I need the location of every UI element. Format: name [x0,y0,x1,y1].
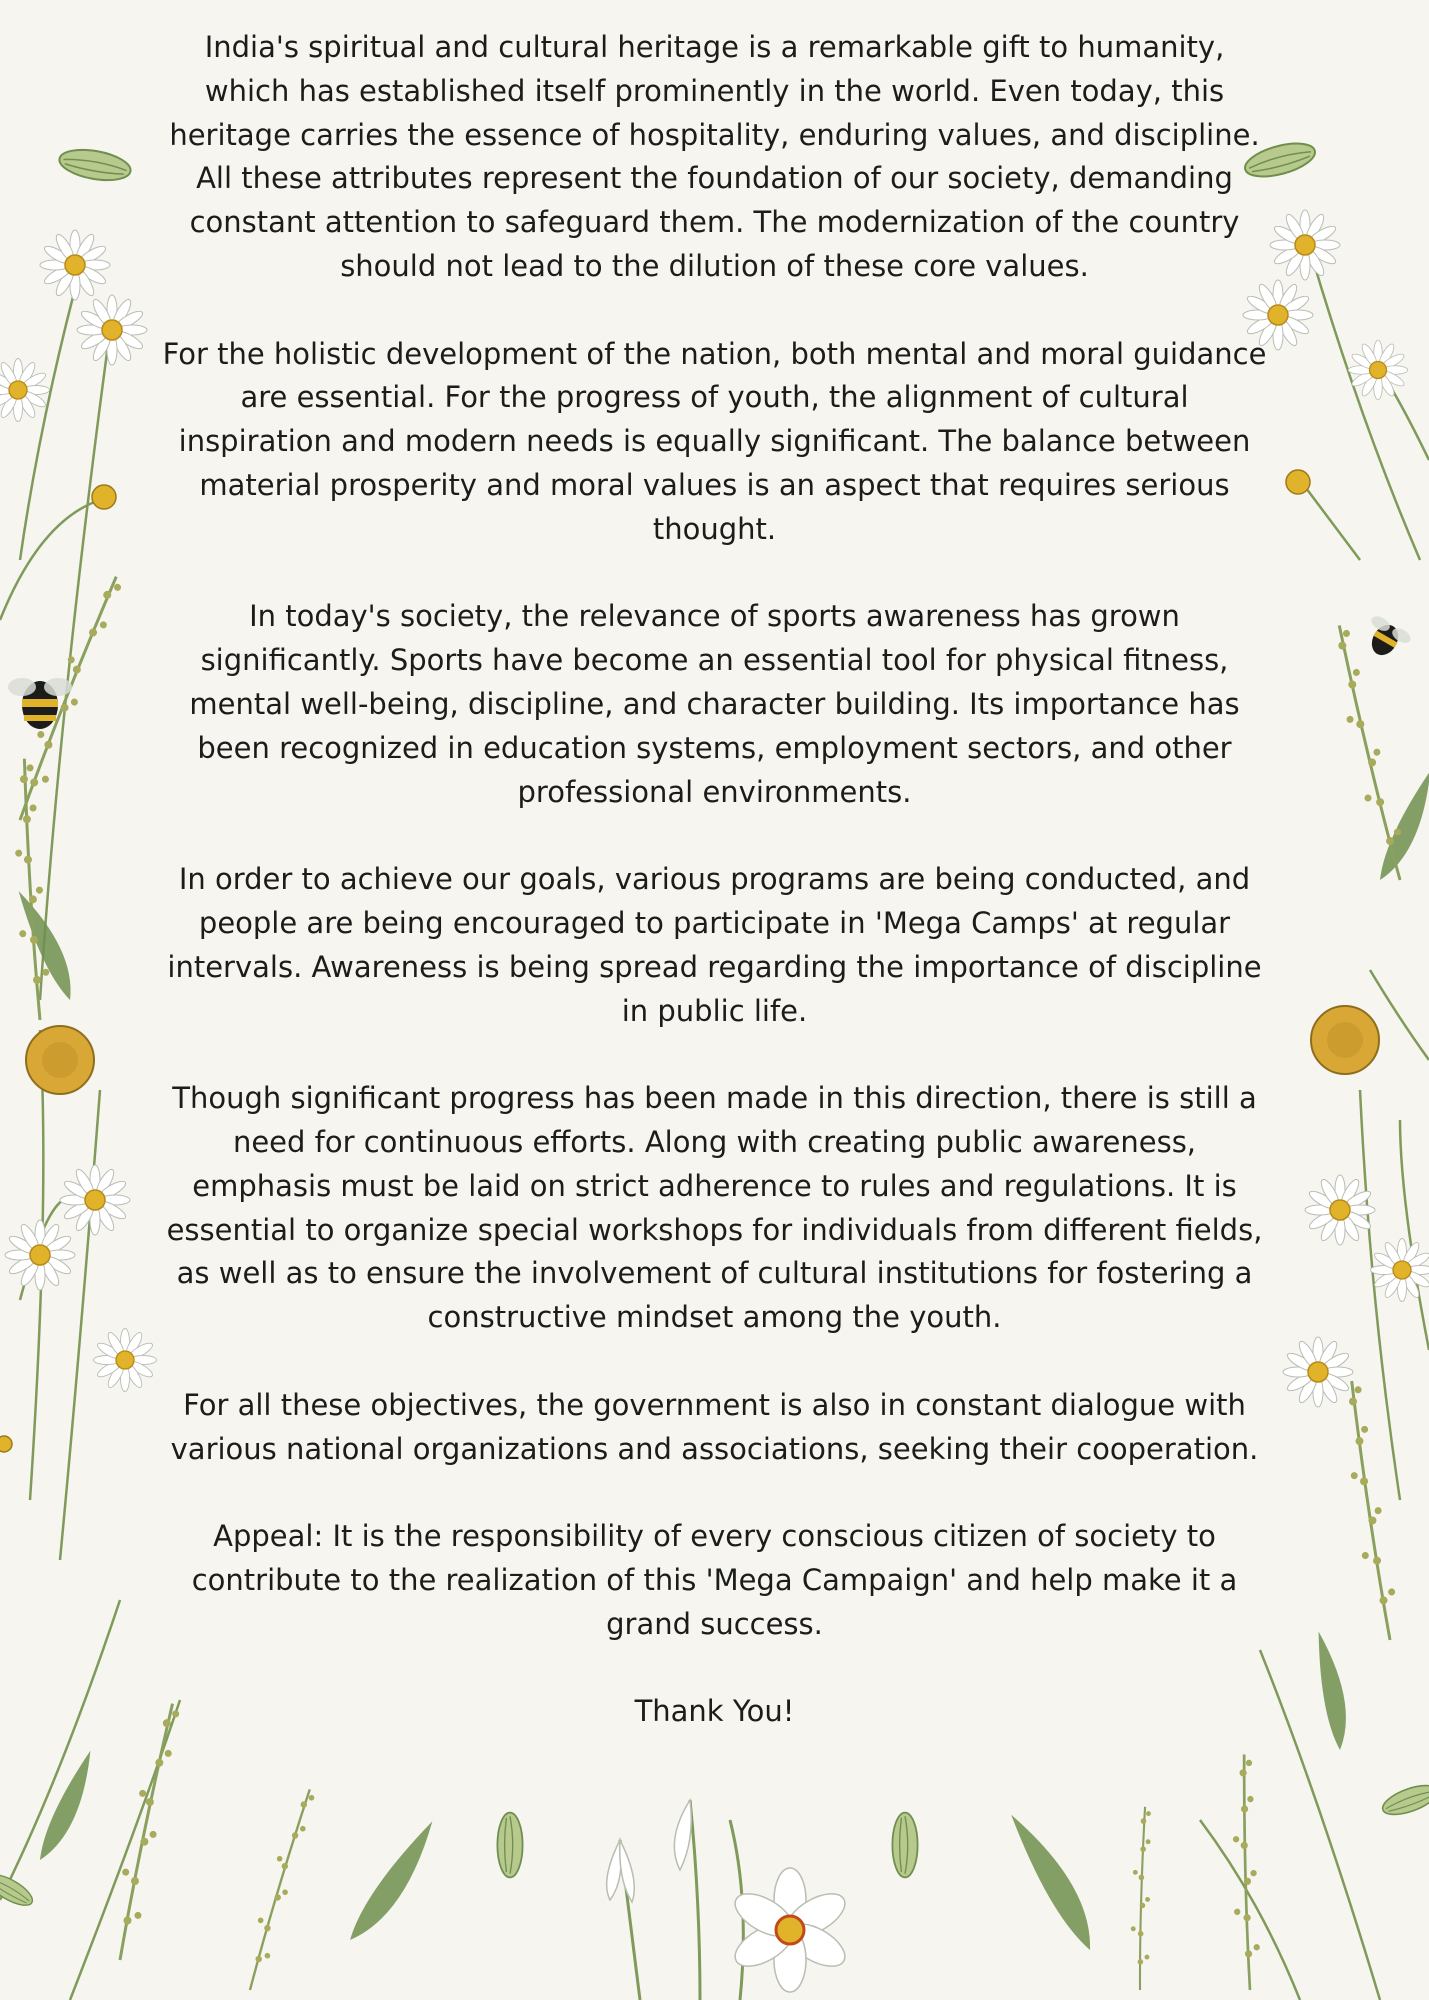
letter-body [160,26,1269,1734]
signoff: Thank You! [634,1694,795,1729]
paragraph-development: For the holistic development of the nation, both mental and moral guidance are essential. For the progress of youth, the alignment of cultural inspiration and modern needs is equally significant. The balance between material prosperity and moral values is an aspect that requires serious thought. [162,336,1267,546]
paragraph-programs: In order to achieve our goals, various programs are being conducted, and people are being encouraged to participate in 'Mega Camps' at regular intervals. Awareness is being spread regarding the importance of discipline in public life. [167,862,1262,1028]
paragraph-progress: Though significant progress has been made in this direction, there is still a need for continuous efforts. Along with creating public awareness, emphasis must be laid on strict adherence to rules and regulations. It is essential to organize special workshops for individuals from different fields, as well as to ensure the involvement of cultural institutions for fostering a constructive mindset among the youth. [166,1081,1263,1335]
paragraph-appeal: Appeal: It is the responsibility of every conscious citizen of society to contribute to the realization of this 'Mega Campaign' and help make it a grand success. [191,1519,1238,1641]
paragraph-sports: In today's society, the relevance of sports awareness has grown significantly. Sports have become an essential tool for physical fitness, mental well-being, discipline, and character building. Its importance has been recognized in education systems, employment sectors, and other professional environments. [189,599,1240,809]
paragraph-heritage: India's spiritual and cultural heritage is a remarkable gift to humanity, which has established itself prominently in the world. Even today, this heritage carries the essence of hospitality, enduring values, and discipline. All these attributes represent the foundation of our society, demanding constant attention to safeguard them. The modernization of the country should not lead to the dilution of these core values. [169,30,1260,283]
paragraph-objectives: For all these objectives, the government is also in constant dialogue with various national organizations and associations, seeking their cooperation. [170,1387,1259,1466]
